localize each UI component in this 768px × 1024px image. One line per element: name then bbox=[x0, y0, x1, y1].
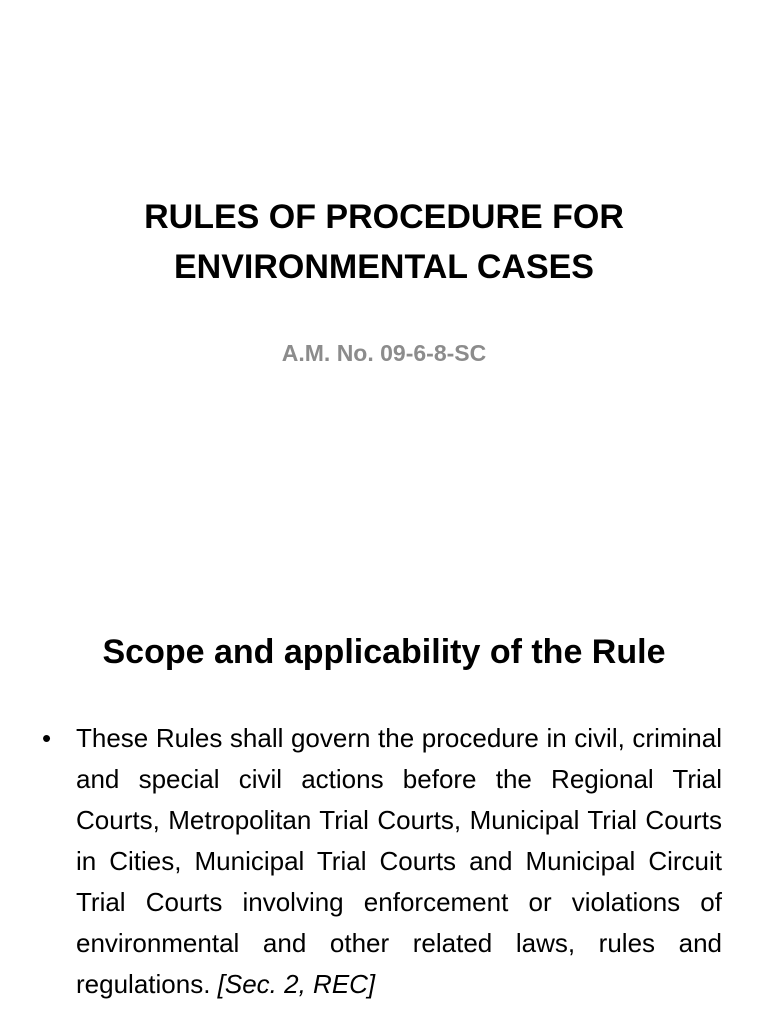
citation: [Sec. 2, REC] bbox=[217, 969, 376, 999]
list-item bbox=[40, 718, 722, 1005]
slide-title-line-2: ENVIRONMENTAL CASES bbox=[173, 248, 594, 286]
slide-subtitle: A.M. No. 09-6-8-SC bbox=[281, 340, 487, 366]
slide-title bbox=[40, 192, 728, 292]
bullet-list bbox=[40, 718, 722, 1005]
bullet-icon: • bbox=[42, 723, 52, 753]
content-slide bbox=[0, 576, 768, 1024]
bullet-text: These Rules shall govern the procedure in civil, criminal and special civil actions before the Regional Trial Courts, Metropolitan Trial Courts, Municipal Trial Courts in Cities, Municipal Trial Courts and Municipal Circuit Trial Courts involving enforcement or violations of environmental and other related laws, rules and regulations. bbox=[76, 723, 722, 999]
slide-title-line-1: RULES OF PROCEDURE FOR bbox=[144, 198, 624, 236]
content-heading: Scope and applicability of the Rule bbox=[102, 633, 666, 671]
